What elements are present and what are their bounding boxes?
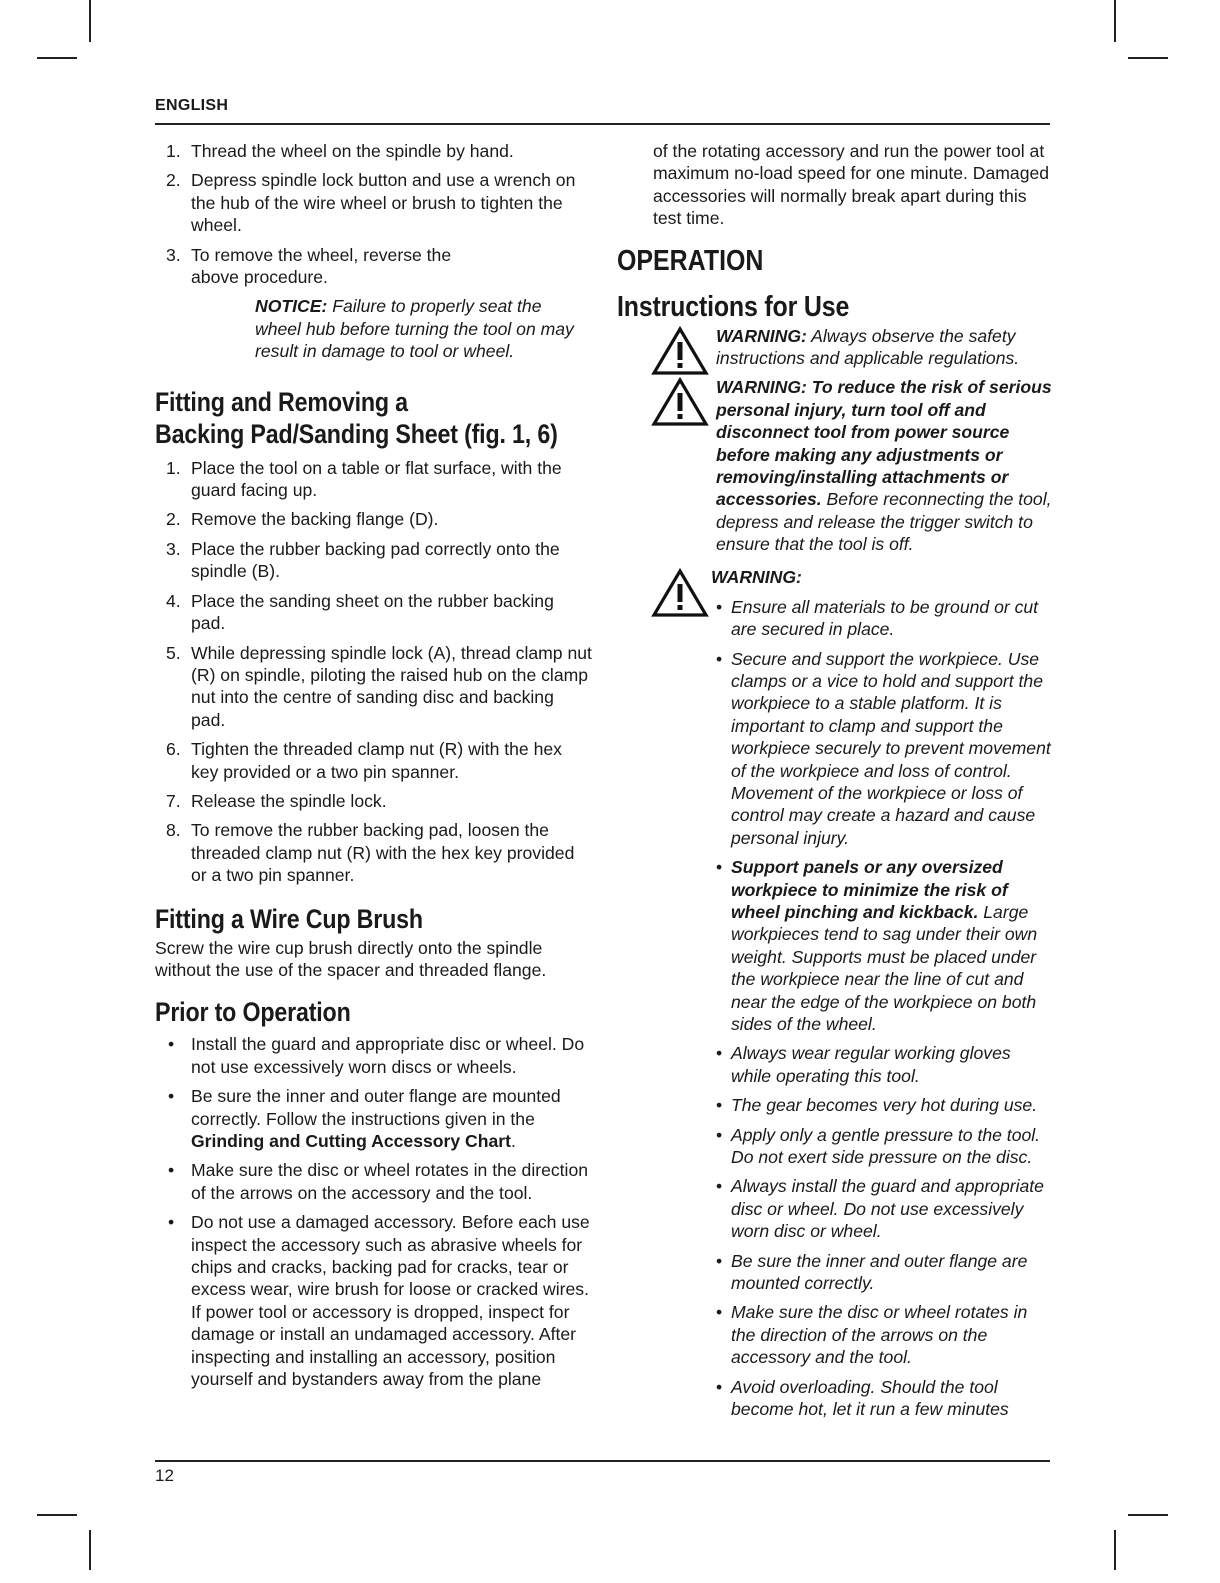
- page-number: 12: [155, 1466, 174, 1485]
- list-item: • Be sure the inner and outer flange are mounted correctly.: [716, 1250, 1028, 1294]
- crop-mark: [37, 57, 77, 59]
- crop-mark: [1128, 57, 1168, 59]
- wire-cup-text: Screw the wire cup brush directly onto the spindle without the use of the spacer and threaded flange.: [155, 937, 547, 980]
- list-item: 6. Tighten the threaded clamp nut (R) with the hex key provided or a two pin spanner.: [166, 739, 562, 782]
- heading-prior-to-operation: Prior to Operation: [155, 997, 351, 1028]
- list-item: 2. Depress spindle lock button and use a wrench on the hub of the wire wheel or brush to tighten the wheel.: [166, 170, 576, 236]
- continuation-text: of the rotating accessory and run the power tool at maximum no-load speed for one minute. Damaged accessories will normally break apart during this test time.: [653, 141, 1050, 229]
- list-item: • Install the guard and appropriate disc or wheel. Do not use excessively worn discs or wheels.: [168, 1034, 585, 1077]
- warning-label: WARNING:: [716, 325, 807, 346]
- list-item: • Always install the guard and appropriate disc or wheel. Do not use excessively worn disc or wheel.: [716, 1176, 1044, 1242]
- list-item: • Apply only a gentle pressure to the tool. Do not exert side pressure on the disc.: [716, 1124, 1041, 1168]
- warning-block-3: [617, 566, 1052, 596]
- wire-wheel-steps: [155, 140, 592, 288]
- crop-mark: [1114, 0, 1116, 42]
- list-item: • Always wear regular working gloves while operating this tool.: [716, 1043, 1011, 1086]
- list-item: • Ensure all materials to be ground or cut are secured in place.: [716, 596, 1039, 640]
- header-rule: [155, 123, 1050, 125]
- crop-mark: [1114, 1530, 1116, 1570]
- list-item: 3. To remove the wheel, reverse the above procedure.: [166, 244, 452, 288]
- list-item: • Make sure the disc or wheel rotates in the direction of the arrows on the accessory and the tool.: [716, 1302, 1028, 1368]
- list-item: 1. Thread the wheel on the spindle by hand.: [166, 141, 514, 161]
- heading-fitting-line2: Backing Pad/Sanding Sheet (fig. 1, 6): [155, 418, 558, 449]
- list-item: 4. Place the sanding sheet on the rubber backing pad.: [166, 590, 554, 634]
- crop-mark: [89, 0, 91, 42]
- list-item: 8. To remove the rubber backing pad, loosen the threaded clamp nut (R) with the hex key provided or a two pin spanner.: [166, 820, 575, 886]
- warning-triangle-icon: [651, 377, 709, 427]
- list-item: 3. Place the rubber backing pad correctly onto the spindle (B).: [166, 538, 560, 582]
- list-item: • Avoid overloading. Should the tool become hot, let it run a few minutes: [716, 1376, 1009, 1420]
- heading-operation: OPERATION: [617, 244, 764, 277]
- heading-wire-cup-brush: Fitting a Wire Cup Brush: [155, 903, 423, 934]
- left-column: [155, 140, 592, 1397]
- list-item: 5. While depressing spindle lock (A), thread clamp nut (R) on spindle, piloting the raised hub on the clamp nut into the centre of sanding disc and backing pad.: [166, 642, 592, 730]
- header-language: ENGLISH: [155, 97, 229, 114]
- list-item: • Do not use a damaged accessory. Before each use inspect the accessory such as abrasive wheels for chips and cracks, backing pad for cracks, tear or excess wear, wire brush for loose or cracked wires. If power tool or accessory is dropped, inspect for damage or install an undamaged accessory. After inspecting and installing an accessory, position yourself and bystanders away from the plane: [168, 1212, 590, 1390]
- warning-block-1: [617, 325, 1052, 370]
- notice-label: NOTICE:: [255, 296, 328, 317]
- accessory-chart-reference: Grinding and Cutting Accessory Chart: [191, 1131, 511, 1151]
- list-item: • Be sure the inner and outer flange are mounted correctly. Follow the instructions given in the Grinding and Cutting Accessory Chart.: [168, 1086, 561, 1151]
- crop-mark: [37, 1514, 77, 1516]
- warning-text: Before reconnecting the tool, depress and release the trigger switch to ensure that the tool is off.: [716, 489, 1052, 555]
- list-item: • The gear becomes very hot during use.: [716, 1095, 1038, 1116]
- warning-bullets: [617, 596, 1052, 1421]
- warning-triangle-icon: [651, 326, 709, 376]
- list-item: 7. Release the spindle lock.: [166, 790, 387, 811]
- heading-instructions-for-use: Instructions for Use: [617, 290, 850, 323]
- notice-text: Failure to properly seat the wheel hub before turning the tool on may result in damage to tool or wheel.: [255, 296, 574, 362]
- heading-fitting-line1: Fitting and Removing a: [155, 386, 408, 417]
- warning-text: Always observe the safety instructions and applicable regulations.: [716, 325, 1020, 369]
- crop-mark: [1128, 1514, 1168, 1516]
- list-item: 2. Remove the backing flange (D).: [166, 509, 439, 530]
- notice-block: [255, 295, 592, 362]
- prior-bullets: [155, 1033, 592, 1390]
- list-item: • Make sure the disc or wheel rotates in the direction of the arrows on the accessory and the tool.: [168, 1160, 589, 1203]
- footer-rule: [155, 1460, 1050, 1462]
- warning-bold-text: WARNING: To reduce the risk of serious personal injury, turn tool off and disconnect tool from power source before making any adjustments or removing/installing attachments or accessories.: [716, 377, 1052, 510]
- list-item: 1. Place the tool on a table or flat surface, with the guard facing up.: [166, 457, 562, 501]
- list-item: • Support panels or any oversized workpiece to minimize the risk of wheel pinching and kickback. Large workpieces tend to sag under their own weight. Supports must be placed under the workpiece near the line of cut and near the edge of the workpiece on both sides of the wheel.: [716, 857, 1038, 1034]
- warning-block-2: [617, 376, 1052, 555]
- warning-label: WARNING:: [711, 566, 802, 587]
- crop-mark: [89, 1530, 91, 1570]
- list-item: • Secure and support the workpiece. Use clamps or a vice to hold and support the workpiece to a stable platform. It is important to clamp and support the workpiece securely to prevent movement of the workpiece and loss of control. Movement of the workpiece or loss of control may create a hazard and cause personal injury.: [716, 648, 1051, 848]
- right-column: [617, 140, 1052, 1428]
- backing-pad-steps: [155, 457, 592, 887]
